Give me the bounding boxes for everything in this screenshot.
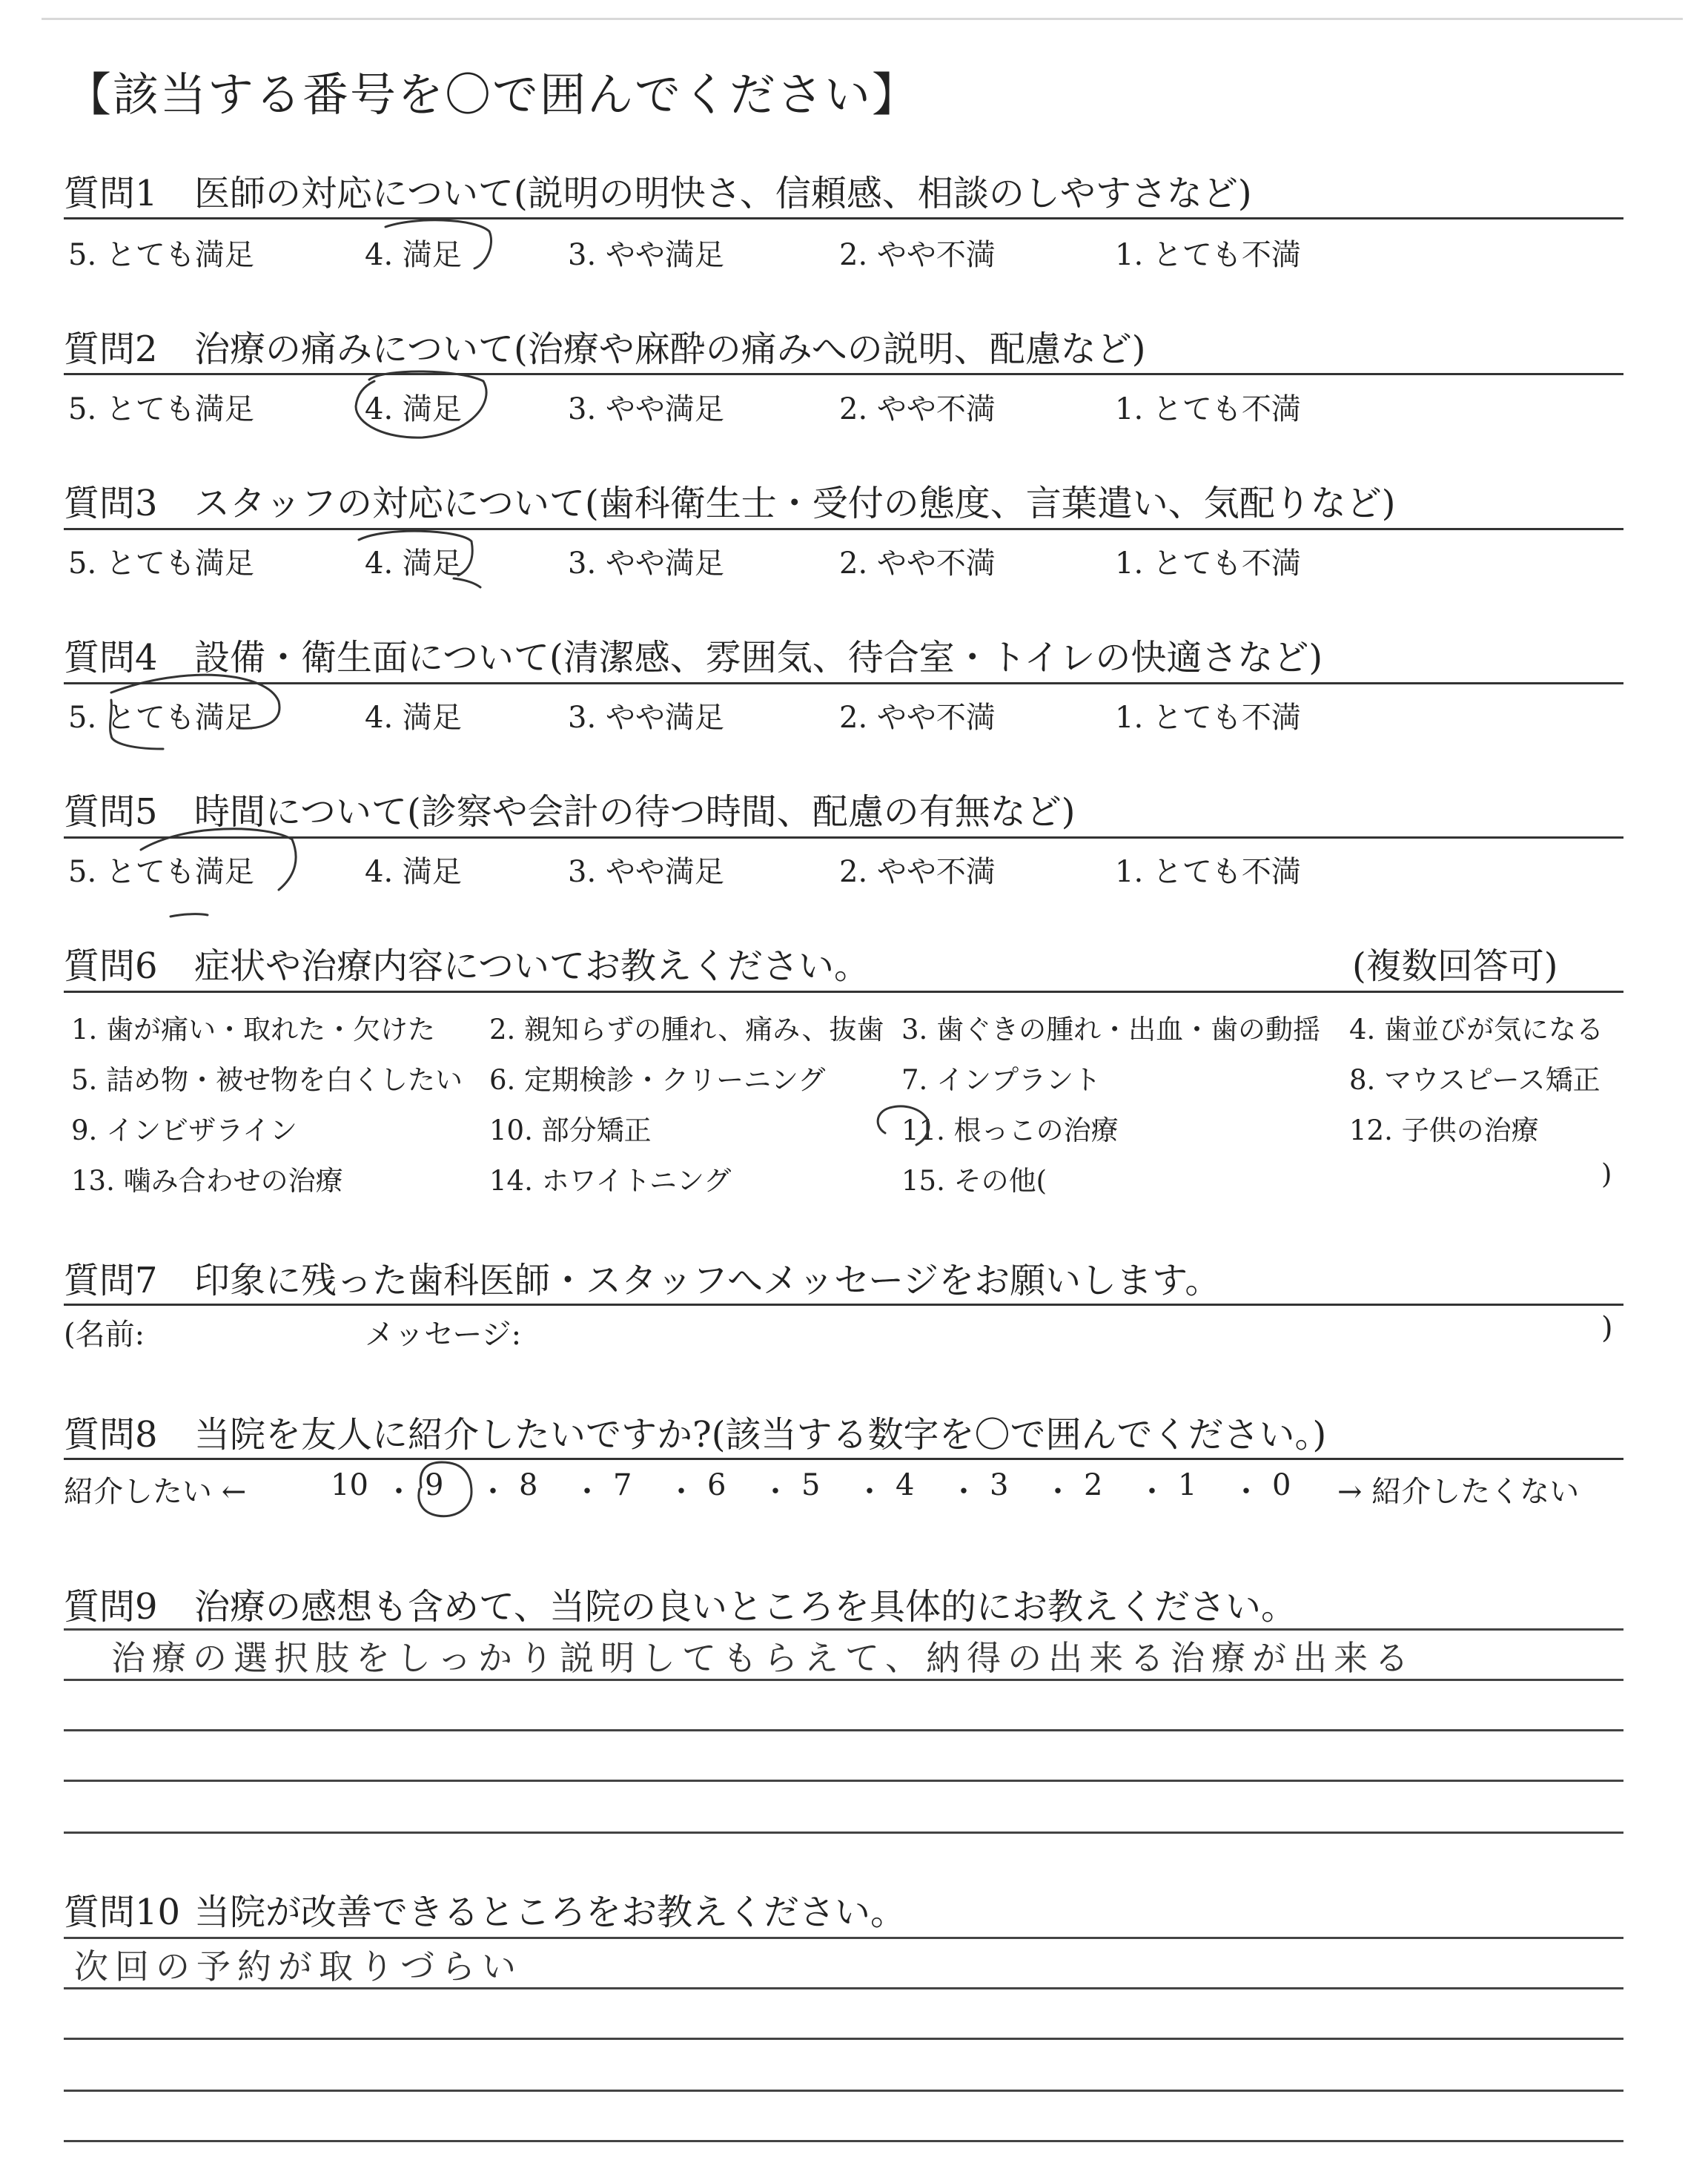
q3-option-2[interactable]: 2. やや不満 <box>839 546 996 581</box>
q8-scale-10[interactable]: 10 <box>331 1468 368 1502</box>
q6-option-1[interactable]: 1. 歯が痛い・取れた・欠けた <box>71 1014 436 1046</box>
q2-option-1[interactable]: 1. とても不満 <box>1115 392 1301 426</box>
q5-option-4[interactable]: 4. 満足 <box>365 855 462 889</box>
q6-option-4[interactable]: 4. 歯並びが気になる <box>1349 1014 1604 1046</box>
q8-right-label: → 紹介したくない <box>1337 1475 1580 1509</box>
q3-option-3[interactable]: 3. やや満足 <box>568 546 724 581</box>
q8-scale-8[interactable]: 8 <box>519 1468 538 1502</box>
question-3-text: スタッフの対応について(歯科衛生士・受付の態度、言葉遣い、気配りなど) <box>194 483 1396 524</box>
q5-option-1[interactable]: 1. とても不満 <box>1115 855 1301 889</box>
q3-option-5[interactable]: 5. とても満足 <box>68 546 254 581</box>
q8-scale-separator: ・ <box>1137 1475 1167 1509</box>
q4-selection-circle <box>110 675 279 749</box>
q6-option-11[interactable]: 11. 根っこの治療 <box>901 1114 1119 1146</box>
q2-option-2[interactable]: 2. やや不満 <box>839 392 996 426</box>
q2-option-3[interactable]: 3. やや満足 <box>568 392 724 426</box>
q5-option-3[interactable]: 3. やや満足 <box>568 855 724 889</box>
q8-scale-separator: ・ <box>855 1475 884 1509</box>
q10-answer[interactable]: 次回の予約が取りづらい <box>74 1946 523 1986</box>
q1-option-4[interactable]: 4. 満足 <box>365 238 462 272</box>
q5-selection-circle <box>141 829 296 916</box>
q6-other-close-paren: ) <box>1601 1158 1612 1190</box>
q2-option-5[interactable]: 5. とても満足 <box>68 392 254 426</box>
q3-selection-circle <box>359 531 480 587</box>
q8-scale-separator: ・ <box>761 1475 790 1509</box>
q8-selection-circle <box>419 1462 471 1516</box>
q6-option-2[interactable]: 2. 親知らずの腫れ、痛み、抜歯 <box>489 1014 884 1046</box>
q9-answer[interactable]: 治療の選択肢をしっかり説明してもらえて、納得の出来る治療が出来る <box>111 1638 1416 1678</box>
question-7-number: 質問7 <box>64 1260 158 1301</box>
q8-scale-2[interactable]: 2 <box>1084 1468 1103 1502</box>
question-7-text: 印象に残った歯科医師・スタッフへメッセージをお願いします。 <box>194 1260 1221 1301</box>
page-title: 【該当する番号を〇で囲んでください】 <box>65 67 920 122</box>
q1-option-5[interactable]: 5. とても満足 <box>68 238 254 272</box>
question-5-text: 時間について(診察や会計の待つ時間、配慮の有無など) <box>194 791 1076 833</box>
q6-option-3[interactable]: 3. 歯ぐきの腫れ・出血・歯の動揺 <box>901 1014 1321 1046</box>
question-9-text: 治療の感想も含めて、当院の良いところを具体的にお教えください。 <box>194 1586 1297 1628</box>
question-4-number: 質問4 <box>64 637 158 678</box>
q5-option-2[interactable]: 2. やや不満 <box>839 855 996 889</box>
q8-scale-1[interactable]: 1 <box>1178 1468 1197 1502</box>
q8-scale-7[interactable]: 7 <box>613 1468 632 1502</box>
q8-scale-5[interactable]: 5 <box>801 1468 821 1502</box>
q1-option-2[interactable]: 2. やや不満 <box>839 238 996 272</box>
q1-option-3[interactable]: 3. やや満足 <box>568 238 724 272</box>
q6-option-10[interactable]: 10. 部分矯正 <box>489 1114 652 1146</box>
q8-scale-6[interactable]: 6 <box>707 1468 726 1502</box>
q1-option-1[interactable]: 1. とても不満 <box>1115 238 1301 272</box>
q8-scale-4[interactable]: 4 <box>896 1468 915 1502</box>
q4-option-2[interactable]: 2. やや不満 <box>839 701 996 735</box>
q8-scale-3[interactable]: 3 <box>990 1468 1009 1502</box>
q8-scale-separator: ・ <box>1043 1475 1073 1509</box>
q3-option-1[interactable]: 1. とても不満 <box>1115 546 1301 581</box>
q6-option-7[interactable]: 7. インプラント <box>901 1064 1102 1096</box>
q4-option-4[interactable]: 4. 満足 <box>365 701 462 735</box>
q4-option-5[interactable]: 5. とても満足 <box>68 701 254 735</box>
q7-message-label: メッセージ: <box>365 1318 522 1352</box>
q4-option-3[interactable]: 3. やや満足 <box>568 701 724 735</box>
q7-close-paren: ) <box>1601 1311 1613 1345</box>
q8-scale-0[interactable]: 0 <box>1272 1468 1291 1502</box>
q8-scale-separator: ・ <box>384 1475 414 1509</box>
q6-option-8[interactable]: 8. マウスピース矯正 <box>1349 1064 1601 1096</box>
question-9-number: 質問9 <box>64 1586 158 1628</box>
q6-option-6[interactable]: 6. 定期検診・クリーニング <box>489 1064 826 1096</box>
q8-scale-separator: ・ <box>1231 1475 1261 1509</box>
question-2-number: 質問2 <box>64 328 158 370</box>
q3-option-4[interactable]: 4. 満足 <box>365 546 462 581</box>
q6-selection-circle <box>878 1106 929 1145</box>
question-6-number: 質問6 <box>64 945 158 987</box>
question-6-text: 症状や治療内容についてお教えください。 <box>194 945 870 987</box>
q6-option-14[interactable]: 14. ホワイトニング <box>489 1165 732 1197</box>
q2-option-4[interactable]: 4. 満足 <box>365 392 462 426</box>
q8-scale-9[interactable]: 9 <box>425 1468 444 1502</box>
q6-option-5[interactable]: 5. 詰め物・被せ物を白くしたい <box>71 1064 463 1096</box>
q8-scale-separator: ・ <box>478 1475 508 1509</box>
q8-scale-separator: ・ <box>666 1475 696 1509</box>
question-2-text: 治療の痛みについて(治療や麻酔の痛みへの説明、配慮など) <box>194 328 1146 370</box>
q6-option-12[interactable]: 12. 子供の治療 <box>1349 1114 1539 1146</box>
q5-option-5[interactable]: 5. とても満足 <box>68 855 254 889</box>
question-10-number: 質問10 <box>64 1892 181 1933</box>
question-1-text: 医師の対応について(説明の明快さ、信頼感、相談のしやすさなど) <box>194 173 1252 214</box>
question-8-number: 質問8 <box>64 1414 158 1456</box>
q8-scale-separator: ・ <box>572 1475 602 1509</box>
q4-option-1[interactable]: 1. とても不満 <box>1115 701 1301 735</box>
q6-option-13[interactable]: 13. 噛み合わせの治療 <box>71 1165 343 1197</box>
question-3-number: 質問3 <box>64 483 158 524</box>
q1-selection-circle <box>385 220 491 268</box>
question-4-text: 設備・衛生面について(清潔感、雰囲気、待合室・トイレの快適さなど) <box>194 637 1323 678</box>
question-10-text: 当院が改善できるところをお教えください。 <box>194 1892 907 1933</box>
q7-name-label: (名前: <box>64 1318 145 1352</box>
question-8-text: 当院を友人に紹介したいですか?(該当する数字を〇で囲んでください。) <box>194 1414 1327 1456</box>
question-5-number: 質問5 <box>64 791 158 833</box>
q2-selection-circle <box>356 371 486 437</box>
q8-scale-separator: ・ <box>949 1475 979 1509</box>
question-6-note: (複数回答可) <box>1352 945 1558 987</box>
q6-option-15[interactable]: 15. その他( <box>901 1165 1047 1197</box>
question-1-number: 質問1 <box>64 173 158 214</box>
q6-option-9[interactable]: 9. インビザライン <box>71 1114 297 1146</box>
q8-left-label: 紹介したい ← <box>64 1475 247 1509</box>
